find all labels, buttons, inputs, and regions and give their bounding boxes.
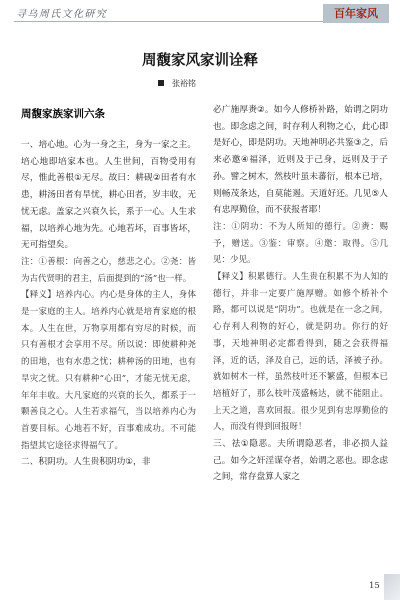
section-tag: 百年家风 [323,4,389,23]
author-line [158,78,196,89]
left-column [21,106,196,471]
right-column [213,102,388,486]
journal-name: 寻乌周氏文化研究 [16,9,108,20]
header-rule [14,21,323,22]
author-square-icon [158,80,164,86]
paragraph-explanation-2: 【释义】积累德行。人生贵在积累不为人知的德行，并非一定要广施厚赠。如修个桥补个路，都可以说是“阴功”。也就是在一念之间，心存利人利物的好心，就是阴功。你行的好事，天地神明必定都看得到，随之会获得福泽，近的话，泽及自己，远的话，泽被子孙。就如树木一样，虽然枝叶还不繁盛，但根本已培植好了，那么枝叶茂盛畅达，就不能阻止。上天之道，喜欢回报。很少见到有忠厚勤俭的人，而没有得到回报呀！ [213,272,388,433]
section-subheading: 周馥家族家训六条 [21,108,105,120]
paragraph-principle-3: 三、祛①隐恶。夫所谓隐恶者，非必损人益己。如今之奸淫谋夺者，始谓之恶也。即念虑之间，常存盘算人家之 [213,439,388,483]
article-title: 周馥家风家训诠释 [142,52,258,69]
paragraph-explanation-1: 【释义】培养内心。内心是身体的主人，身体是一家庭的主人。培养内心就是培育家庭的根本。人生在世，万物享用都有穷尽的时候，而只有善根才会享用不尽。所以说：即使耕种尧的田地，也有水患之忧；耕种汤的田地，也有旱灾之忧。只有耕种“心田”，才能无忧无虑，年年丰收。大凡家庭的兴衰的长久，都系于一颗善良之心。人生若求福气，当以培养内心为首要目标。心地若不好，百事难成功。不可能指望其它途径求得福气了。 [21,290,196,451]
paragraph-principle-2-cont: 必广施厚赉②。如今人修桥补路，始谓之阴功也。即念虑之间，时存利人利物之心，此心即是好心，即是阴功。天地神明必共鉴③之，后来必邀④福泽，近则及于己身，远则及于子孙。譬之树木，然枝叶虽未蕃衍，根本已培，则畅茂条达，自莫能遏。天道好还。几见⑤人有忠厚勤俭，而不获报者耶！ [213,105,388,216]
paragraph-note-2: 注：①阴功：不为人所知的德行。②赉：赐予，赠送。③鉴：审察。④邀：取得。⑤几见：少见。 [213,221,388,266]
paragraph-principle-1: 一、培心地。心为一身之主，身为一家之主。培心地即培家本也。人生世间，百物受用有尽，惟此善根①无尽。故曰：耕砚②田者有水患，耕汤田者有旱忧，耕心田者，岁丰收，无忧无虑。盖家之兴衰久长，系于一心。人生求福，以培养心地为先。心地若坏，百事皆坏，无可指望矣。 [21,140,196,251]
paragraph-principle-2-start: 二、积阴功。人生贵积阴功①，非 [21,457,151,468]
paragraph-note-1: 注：①善根：向善之心，慈悲之心。②尧：皆为古代贤明的君主，后面提到的“汤”也一样。 [21,256,196,284]
page-number: 15 [369,581,380,591]
author-name: 张裕铭 [172,79,196,88]
page-corner-decoration [384,574,400,600]
